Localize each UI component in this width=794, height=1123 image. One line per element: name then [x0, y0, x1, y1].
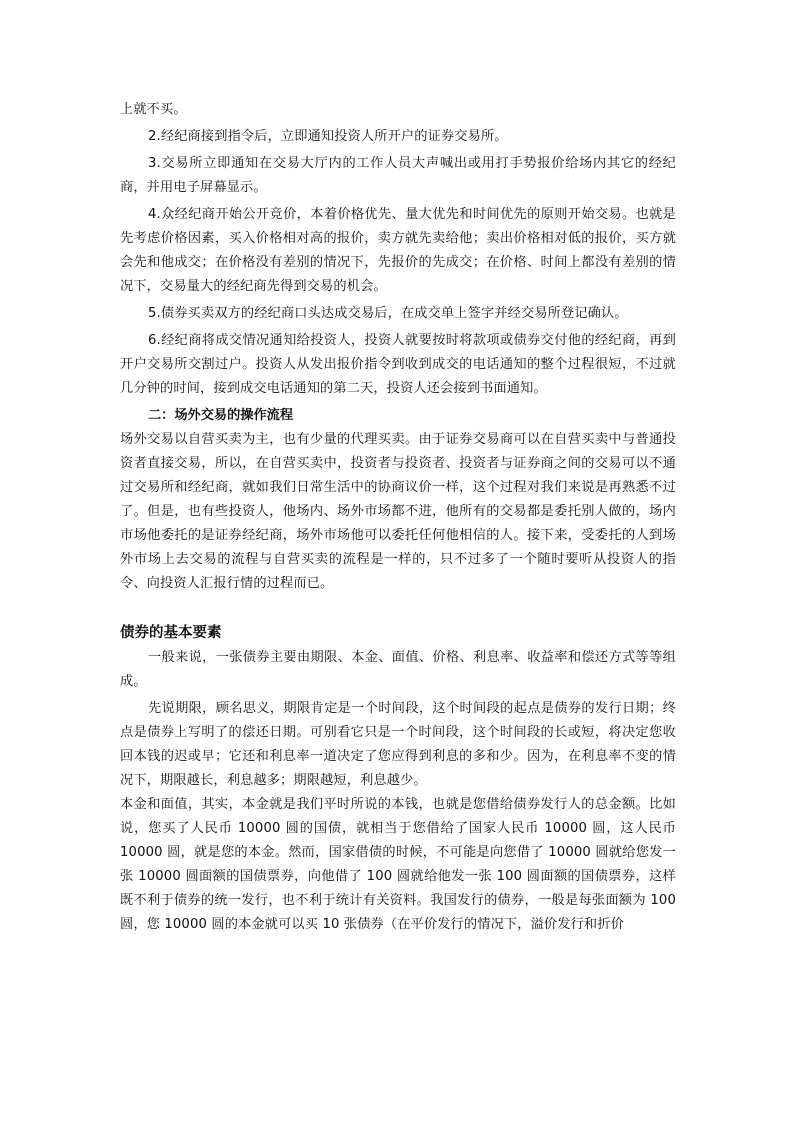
- intro-paragraph: 一般来说，一张债券主要由期限、本金、面值、价格、利息率、收益率和偿还方式等等组成。: [120, 650, 676, 689]
- step-3-paragraph: 3.交易所立即通知在交易大厅内的工作人员大声喊出或用打手势报价给场内其它的经纪商，并用电子屏幕显示。: [120, 156, 676, 195]
- step-5-paragraph: 5.债券买卖双方的经纪商口头达成交易后，在成交单上签字并经交易所登记确认。: [148, 306, 628, 321]
- step-6-paragraph: 6.经纪商将成交情况通知给投资人，投资人就要按时将款项或债券交付他的经纪商，再到开户交易所交割过户。投资人从发出报价指令到收到成交的电话通知的整个过程很短，不过就几分钟的时间，接到成交电话通知的第二天，投资人还会接到书面通知。: [120, 333, 676, 396]
- otc-process-subheading: 二：场外交易的操作流程: [148, 408, 294, 423]
- term-paragraph: 先说期限，顾名思义，期限肯定是一个时间段，这个时间段的起点是债券的发行日期；终点是债券上写明了的偿还日期。可别看它只是一个时间段，这个时间段的长或短，将决定您收回本钱的迟或早；它还和利息率一道决定了您应得到利息的多和少。因为，在利息率不变的情况下，期限越长，利息越多；期限越短，利息越少。: [120, 701, 676, 788]
- otc-paragraph: 场外交易以自营买卖为主，也有少量的代理买卖。由于证券交易商可以在自营买卖中与普通投资者直接交易，所以，在自营买卖中，投资者与投资者、投资者与证券商之间的交易可以不通过交易所和经纪商，就如我们日常生活中的协商议价一样，这个过程对我们来说是再熟悉不过了。但是，也有些投资人，他场内、场外市场都不进，他所有的交易都是委托别人做的，场内市场他委托的是证券经纪商，场外市场他可以委托任何他相信的人。接下来，受委托的人到场外市场上去交易的流程与自营买卖的流程是一样的，只不过多了一个随时要听从投资人的指令、向投资人汇报行情的过程而已。: [120, 432, 676, 591]
- paragraph-continuation: 上就不买。: [120, 102, 187, 117]
- principal-paragraph: 本金和面值，其实，本金就是我们平时所说的本钱，也就是您借给债券发行人的总金额。比如说，您买了人民币 10000 圆的国债，就相当于您借给了国家人民币 10000 圆，这人民币 10000 圆，就是您的本金。然而，国家借债的时候，不可能是向您借了 10000 圆就给您发一张 10000 圆面额的国债票券，向他借了 100 圆就给他发一张 100 圆面额的国债票券，这样既不利于债券的统一发行，也不利于统计有关资料。我国发行的债券，一般是每张面额为 100 圆，您 10000 圆的本金就可以买 10 张债券（在平价发行的情况下，溢价发行和折价: [120, 797, 676, 932]
- section-title: 债券的基本要素: [120, 625, 222, 641]
- step-2-paragraph: 2.经纪商接到指令后，立即通知投资人所开户的证券交易所。: [148, 129, 508, 144]
- step-4-paragraph: 4.众经纪商开始公开竞价，本着价格优先、量大优先和时间优先的原则开始交易。也就是先考虑价格因素，买入价格相对高的报价，卖方就先卖给他；卖出价格相对低的报价，买方就会先和他成交；在价格没有差别的情况下，先报价的先成交；在价格、时间上都没有差别的情况下，交易量大的经纪商先得到交易的机会。: [120, 207, 676, 294]
- document-body: [120, 98, 676, 937]
